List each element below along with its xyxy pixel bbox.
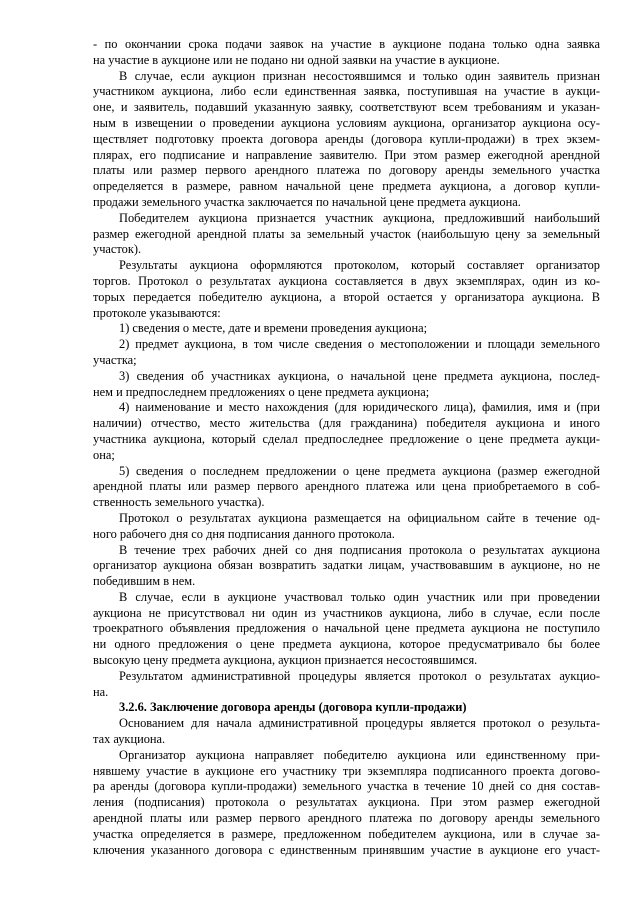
text-line: участника аукциона, который сделал предпоследнее предложение о цене предмета аукци-	[93, 431, 600, 446]
text-line: Результаты аукциона оформляются протоколом, который составляет организатор	[119, 258, 600, 273]
text-line: победившим в нем.	[93, 574, 196, 589]
text-line: Результатом административной процедуры является протокол о результатах аукцио-	[119, 668, 600, 683]
text-line: Протокол о результатах аукциона размещается на официальном сайте в течение од-	[119, 510, 600, 525]
text-line: В случае, если аукцион признан несостоявшимся и только один заявитель признан	[119, 68, 600, 83]
text-line: продажи земельного участка заключается по начальной цене предмета аукциона.	[93, 194, 521, 209]
text-line: высокую цену предмета аукциона, аукцион признается несостоявшимся.	[93, 653, 478, 668]
text-line: участок).	[93, 242, 142, 257]
text-line: участка определяется в размере, предложенном победителем аукциона, или в случае за-	[93, 826, 600, 841]
text-line: оне, и заявитель, подавший указанную заявку, соответствуют всем требованиям и указан-	[93, 100, 600, 115]
text-line: организатор аукциона обязан возвратить задатки лицам, участвовавшим в аукционе, но не	[93, 558, 600, 573]
text-line: Основанием для начала административной процедуры является протокол о результа-	[119, 716, 600, 731]
text-line: платы или размер первого арендного платежа по договору аренды земельного участка	[93, 163, 600, 178]
text-line: аукциона не присутствовал ни один из участников аукциона, либо в случае, если после	[93, 605, 600, 620]
text-line: 5) сведения о последнем предложении о цене предмета аукциона (размер ежегодной	[119, 463, 600, 478]
text-line: на участие в аукционе или не подано ни одной заявки на участие в аукционе.	[93, 52, 500, 67]
text-line: на.	[93, 684, 109, 699]
text-line: нем и предпоследнем предложениях о цене предмета аукциона;	[93, 384, 430, 399]
text-line: размер ежегодной арендной платы за земельный участок (наибольшую цену за земельный	[93, 226, 600, 241]
text-line: протоколе указываются:	[93, 305, 221, 320]
text-line: ного рабочего дня со дня подписания данного протокола.	[93, 526, 395, 541]
text-line: 1) сведения о месте, дате и времени проведения аукциона;	[119, 321, 428, 336]
text-line: плярах, его подписание и направление заявителю. При этом размер ежегодной арендной	[93, 147, 600, 162]
text-line: 2) предмет аукциона, в том числе сведения о местоположении и площади земельного	[119, 337, 600, 352]
text-line: участка;	[93, 352, 137, 367]
text-line: она;	[93, 447, 115, 462]
text-line: торгов. Протокол о результатах аукциона составляется в двух экземплярах, один из ко-	[93, 273, 600, 288]
text-line: определяется в размере, равном начальной цене предмета аукциона, а договор купли-	[93, 179, 600, 194]
text-line: ключения указанного договора с единственным принявшим участие в аукционе его участ-	[93, 842, 600, 857]
text-line: троекратного объявления предложения о начальной цене предмета аукциона не поступило	[93, 621, 600, 636]
text-line: тах аукциона.	[93, 732, 166, 747]
text-line: арендной платы или размер первого арендного платежа или цена приобретаемого в соб-	[93, 479, 600, 494]
text-line: В течение трех рабочих дней со дня подписания протокола о результатах аукциона	[119, 542, 600, 557]
text-line: 4) наименование и место нахождения (для юридического лица), фамилия, имя и (при	[119, 400, 600, 415]
text-line: 3) сведения об участниках аукциона, о начальной цене предмета аукциона, послед-	[119, 368, 600, 383]
section-heading: 3.2.6. Заключение договора аренды (договора купли-продажи)	[119, 700, 467, 715]
text-line: торых передается победителю аукциона, а второй остается у организатора аукциона. В	[93, 289, 600, 304]
text-line: арендной платы или размер первого арендного платежа по договору аренды земельного	[93, 811, 600, 826]
text-line: ным в извещении о проведении аукциона условиям аукциона, организатор аукциона осу-	[93, 115, 600, 130]
text-line: Организатор аукциона направляет победителю аукциона или единственному при-	[119, 747, 600, 762]
text-line: Победителем аукциона признается участник аукциона, предложивший наибольший	[119, 210, 600, 225]
text-line: ра аренды (договора купли-продажи) земельного участка в течение 10 дней со дня состав-	[93, 779, 600, 794]
text-line: ни одного предложения о цене предмета аукциона, которое предусматривало бы более	[93, 637, 600, 652]
text-line: нявшему участие в аукционе его участнику три экземпляра подписанного проекта догово-	[93, 763, 600, 778]
text-line: наличии) отчество, место жительства (для гражданина) победителя аукциона и иного	[93, 416, 600, 431]
text-line: В случае, если в аукционе участвовал только один участник или при проведении	[119, 589, 600, 604]
text-line: ществляет подготовку проекта договора аренды (договора купли-продажи) в трех экзем-	[93, 131, 600, 146]
text-line: ления (подписания) протокола о результатах аукциона. При этом размер ежегодной	[93, 795, 600, 810]
text-line: ственность земельного участка).	[93, 495, 265, 510]
text-line: участником аукциона, либо если единственная заявка, поступившая на участие в аукци-	[93, 84, 600, 99]
text-line: - по окончании срока подачи заявок на участие в аукционе подана только одна заявка	[93, 37, 600, 51]
